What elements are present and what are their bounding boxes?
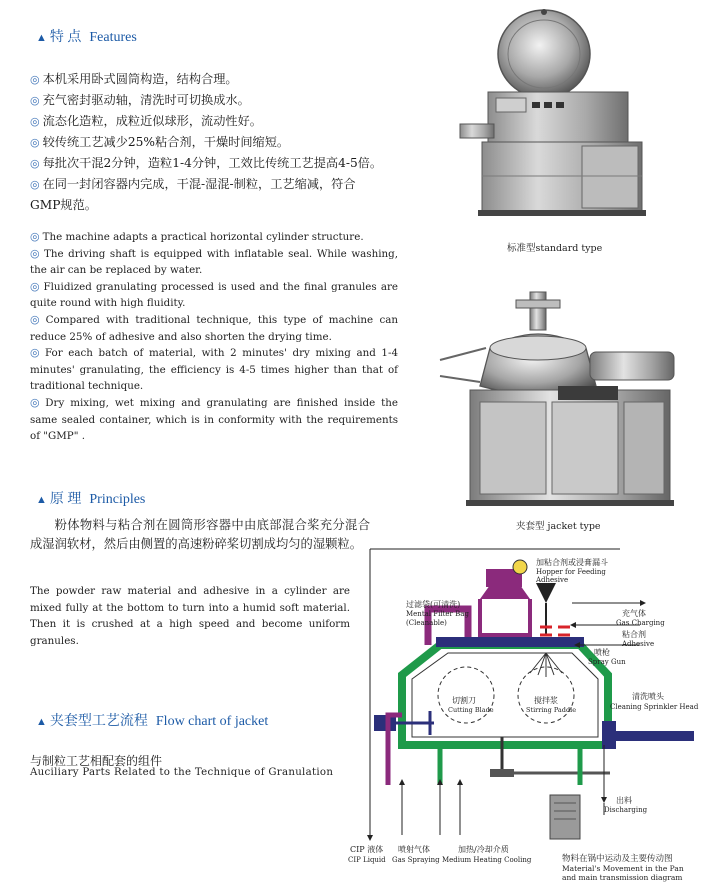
discharging-label-cn: 出料: [616, 796, 632, 805]
hopper-label-en1: Hopper for Feeding: [536, 568, 606, 576]
principles-paragraph-en: The powder raw material and adhesive in a cylinder are mixed fully at the bottom to turn into a humid soft material. Then it is crushed at a high speed and become uniform granules.: [30, 585, 350, 647]
bullet-circle-icon: ◎: [30, 279, 41, 293]
triangle-icon: ▲: [36, 716, 47, 728]
bullet-circle-icon: ◎: [30, 115, 40, 128]
bullet-circle-icon: ◎: [30, 230, 40, 243]
flowchart-title-en: Flow chart of jacket: [155, 714, 269, 729]
features-en-list: [30, 229, 398, 445]
aux-parts-title-en: Auciliary Parts Related to the Technique of Granulation: [30, 767, 334, 778]
granulation-flow-diagram: [340, 545, 715, 885]
feature-cn-item: ◎ 较传统工艺减少25%粘合剂，干燥时间缩短。: [30, 135, 290, 149]
spray-gun-label-cn: 喷枪: [594, 648, 610, 657]
cutting-blade-label-en: Cutting Blade: [448, 706, 494, 714]
filter-label-cn: 过滤袋(可清洗): [406, 600, 461, 609]
feature-en-item: ◎ For each batch of material, with 2 minutes' dry mixing and 1-4 minutes' granulating, the efficiency is 4-5 times higher than that of traditional technique.: [30, 346, 398, 393]
bullet-circle-icon: ◎: [30, 246, 41, 260]
gas-spraying-label-en: Gas Spraying: [392, 856, 440, 864]
feature-cn-item: ◎ 在同一封闭容器内完成，干混-湿混-制粒，工艺缩减，符合: [30, 177, 356, 191]
bullet-circle-icon: ◎: [30, 178, 40, 191]
feature-cn-item: ◎ 本机采用卧式圆筒构造，结构合理。: [30, 72, 238, 86]
principles-paragraph-cn: 粉体物料与粘合剂在圆筒形容器中由底部混合桨充分混合成湿润软材，然后由侧置的高速粉碎桨切割成均匀的湿颗粒。: [30, 518, 370, 551]
filter-label-en2: (Cleanable): [406, 619, 447, 627]
discharging-label-en: Discharging: [604, 806, 648, 814]
triangle-icon: ▲: [36, 494, 47, 506]
principles-title-cn: 原 理: [49, 492, 82, 507]
jacket-type-caption: 夹套型 jacket type: [516, 521, 601, 532]
principles-title-en: Principles: [89, 492, 146, 507]
standard-type-machine-image: [452, 6, 682, 226]
bullet-circle-icon: ◎: [30, 136, 40, 149]
bullet-circle-icon: ◎: [30, 346, 42, 360]
filter-label-en1: Mental Filter Bag: [406, 610, 469, 618]
principles-heading: [36, 488, 145, 508]
feature-cn-item: ◎ 流态化造粒，成粒近似球形，流动性好。: [30, 114, 262, 128]
cleaning-head-label-cn: 清洗喷头: [632, 692, 664, 701]
medium-label-en: Medium Heating Cooling: [442, 856, 532, 864]
gas-charging-label-cn: 充气体: [622, 609, 646, 618]
cutting-blade-label-cn: 切割刀: [452, 696, 476, 705]
standard-type-caption: 标准型standard type: [507, 243, 603, 254]
bullet-circle-icon: ◎: [30, 312, 43, 326]
bullet-circle-icon: ◎: [30, 395, 43, 409]
gas-spraying-label-cn: 喷射气体: [398, 845, 430, 854]
feature-en-item: ◎ The driving shaft is equipped with inflatable seal. While washing, the air can be replaced by water.: [30, 246, 398, 277]
jacket-type-machine-image: [420, 290, 680, 515]
flowchart-title-cn: 夹套型工艺流程: [49, 714, 148, 729]
gas-charging-label-en: Gas Charging: [616, 619, 665, 627]
stirring-paddle-label-en: Stirring Paddle: [526, 706, 577, 714]
adhesive-label-en: Adhesive: [622, 640, 655, 648]
feature-cn-item-cont: GMP规范。: [30, 198, 97, 212]
hopper-label-en2: Adhesive: [536, 576, 569, 584]
cip-label-cn: CIP 液体: [350, 845, 384, 854]
triangle-icon: ▲: [36, 32, 47, 44]
bullet-circle-icon: ◎: [30, 94, 40, 107]
features-title-cn: 特 点: [49, 30, 82, 45]
cip-label-en: CIP Liquid: [348, 856, 386, 864]
features-title-en: Features: [89, 30, 137, 45]
feature-cn-item: ◎ 每批次干混2分钟，造粒1-4分钟，工效比传统工艺提高4-5倍。: [30, 156, 383, 170]
adhesive-label-cn: 粘合剂: [622, 630, 646, 639]
movement-label-en1: Material's Movement in the Pan: [562, 864, 684, 873]
bullet-circle-icon: ◎: [30, 73, 40, 86]
feature-en-item: ◎ Dry mixing, wet mixing and granulating are finished inside the same sealed container, which is in conformity with the requirements of "GMP" .: [30, 395, 398, 443]
bullet-circle-icon: ◎: [30, 157, 40, 170]
hopper-label-cn: 加粘合剂或浸膏漏斗: [536, 558, 608, 567]
movement-label-en2: and main transmission diagram: [562, 873, 683, 882]
spray-gun-label-en: Spray Gun: [588, 658, 626, 666]
flowchart-heading: [36, 710, 268, 730]
movement-label-cn: 物料在锅中运动及主要传动图: [562, 854, 673, 864]
feature-cn-item: ◎ 充气密封驱动轴，清洗时可切换成水。: [30, 93, 250, 107]
features-heading: [36, 26, 137, 46]
stirring-paddle-label-cn: 搅拌浆: [534, 696, 558, 705]
aux-parts-title-cn: 与制粒工艺相配套的组件: [30, 754, 163, 768]
feature-en-item: ◎ Fluidized granulating processed is used and the final granules are quite round with high fluidity.: [30, 279, 398, 310]
medium-label-cn: 加热/冷却介质: [458, 845, 509, 854]
cleaning-head-label-en: Cleaning Sprinkler Head: [610, 703, 699, 711]
feature-en-item: ◎ Compared with traditional technique, this type of machine can reduce 25% of adhesive and also shorten the drying time.: [30, 312, 398, 343]
feature-en-item: ◎ The machine adapts a practical horizontal cylinder structure.: [30, 230, 364, 243]
